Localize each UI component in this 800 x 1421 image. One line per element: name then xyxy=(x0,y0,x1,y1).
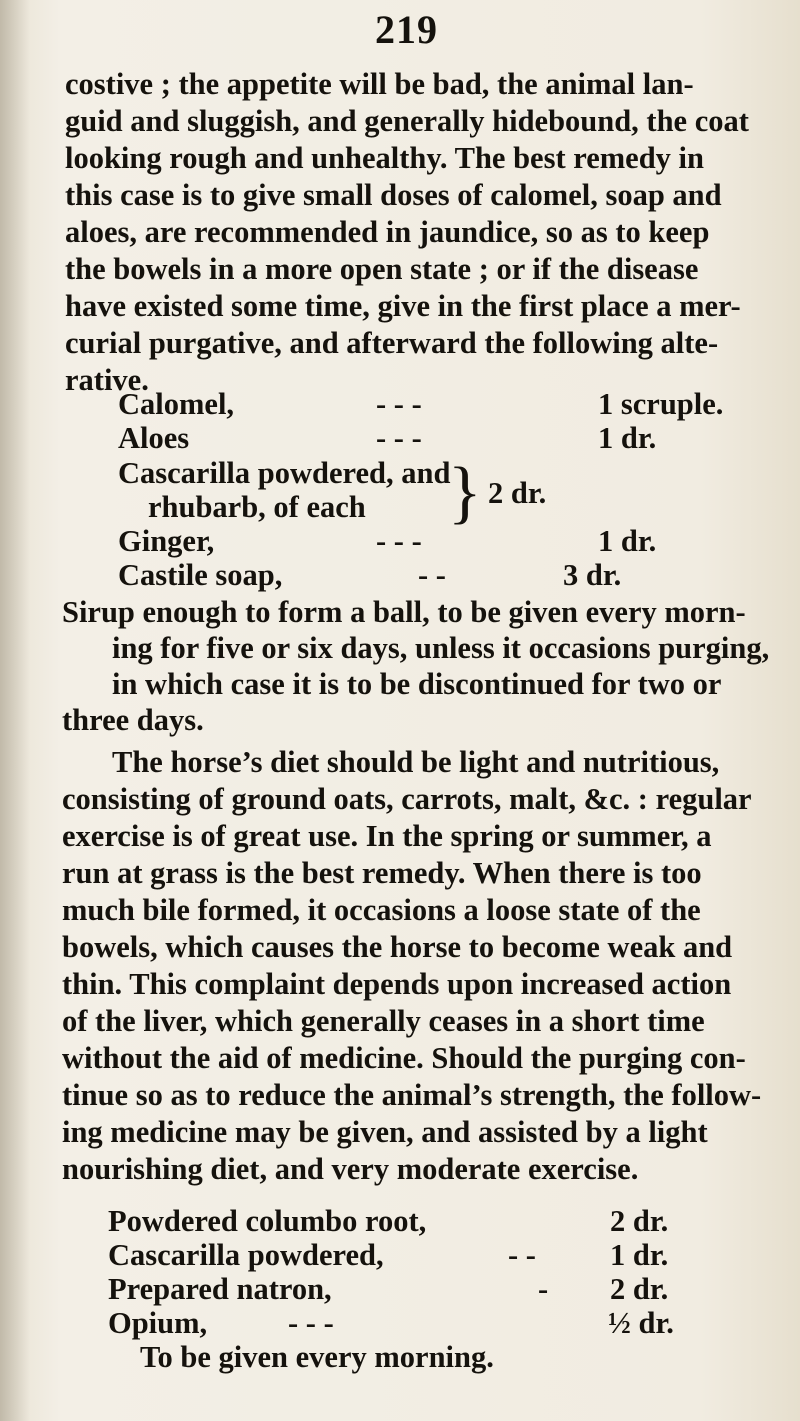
leader-dashes: - - - xyxy=(376,421,422,455)
text-line: bowels, which causes the horse to become weak and xyxy=(62,930,733,964)
text-line: nourishing diet, and very moderate exercise. xyxy=(62,1152,639,1186)
text-line: much bile formed, it occasions a loose state of the xyxy=(62,893,701,927)
ingredient-quantity: 2 dr. xyxy=(488,476,547,510)
text-line: run at grass is the best remedy. When there is too xyxy=(62,856,702,890)
text-line: rative. xyxy=(65,363,149,397)
curly-brace: } xyxy=(448,454,482,531)
paragraph-1 xyxy=(65,66,755,399)
ingredient-name: Prepared natron, xyxy=(108,1272,332,1306)
text-line: have existed some time, give in the first place a mer- xyxy=(65,289,741,323)
text-line: without the aid of medicine. Should the purging con- xyxy=(62,1041,746,1075)
ingredient-name: Calomel, xyxy=(118,387,235,421)
text-line: looking rough and unhealthy. The best remedy in xyxy=(65,141,704,175)
text-line: exercise is of great use. In the spring or summer, a xyxy=(62,819,712,853)
leader-dashes: - - xyxy=(508,1238,536,1272)
text-line: ing medicine may be given, and assisted by a light xyxy=(62,1115,708,1149)
text-line: guid and sluggish, and generally hidebound, the coat xyxy=(65,104,749,138)
leader-dashes: - - xyxy=(418,558,446,592)
ingredient-quantity: 1 dr. xyxy=(598,421,657,455)
text-line: in which case it is to be discontinued for two or xyxy=(112,667,722,701)
text-line: the bowels in a more open state ; or if the disease xyxy=(65,252,699,286)
ingredient-name: Cascarilla powdered, xyxy=(108,1238,384,1272)
leader-dashes: - - - xyxy=(288,1306,334,1340)
text-line: consisting of ground oats, carrots, malt, &c. : regular xyxy=(62,782,752,816)
ingredient-quantity: 1 dr. xyxy=(598,524,657,558)
leader-dashes: - xyxy=(538,1272,549,1306)
text-line: aloes, are recommended in jaundice, so as to keep xyxy=(65,215,710,249)
ingredient-name: Aloes xyxy=(118,421,190,455)
text-line: tinue so as to reduce the animal’s strength, the follow- xyxy=(62,1078,762,1112)
ingredient-quantity: 2 dr. xyxy=(610,1272,669,1306)
ingredient-name: rhubarb, of each xyxy=(148,490,366,524)
ingredient-quantity: 1 dr. xyxy=(610,1238,669,1272)
ingredient-quantity: 1 scruple. xyxy=(598,387,724,421)
text-line: this case is to give small doses of calomel, soap and xyxy=(65,178,722,212)
ingredient-name: Cascarilla powdered, and xyxy=(118,456,451,490)
leader-dashes: - - - xyxy=(376,524,422,558)
text-line: ing for five or six days, unless it occasions purging, xyxy=(112,631,770,665)
text-line: costive ; the appetite will be bad, the animal lan- xyxy=(65,67,694,101)
ingredient-name: Castile soap, xyxy=(118,558,283,592)
text-line: thin. This complaint depends upon increased action xyxy=(62,967,732,1001)
page-number: 219 xyxy=(375,7,438,52)
spine-shadow xyxy=(0,0,30,1421)
text-line: of the liver, which generally ceases in a short time xyxy=(62,1004,705,1038)
ingredient-quantity: ½ dr. xyxy=(608,1306,674,1340)
ingredient-name: Opium, xyxy=(108,1306,208,1340)
ingredient-name: Powdered columbo root, xyxy=(108,1204,427,1238)
leader-dashes: - - - xyxy=(376,387,422,421)
text-line: curial purgative, and afterward the following alte- xyxy=(65,326,719,360)
recipe-1-directions xyxy=(62,594,770,738)
recipe-2-directions: To be given every morning. xyxy=(140,1340,494,1374)
ingredient-quantity: 3 dr. xyxy=(563,558,622,592)
ingredient-quantity: 2 dr. xyxy=(610,1204,669,1238)
text-line: three days. xyxy=(62,703,204,737)
ingredient-name: Ginger, xyxy=(118,524,215,558)
paragraph-2 xyxy=(62,744,762,1188)
text-line: Sirup enough to form a ball, to be given every morn- xyxy=(62,595,746,629)
text-line: The horse’s diet should be light and nutritious, xyxy=(112,745,720,779)
